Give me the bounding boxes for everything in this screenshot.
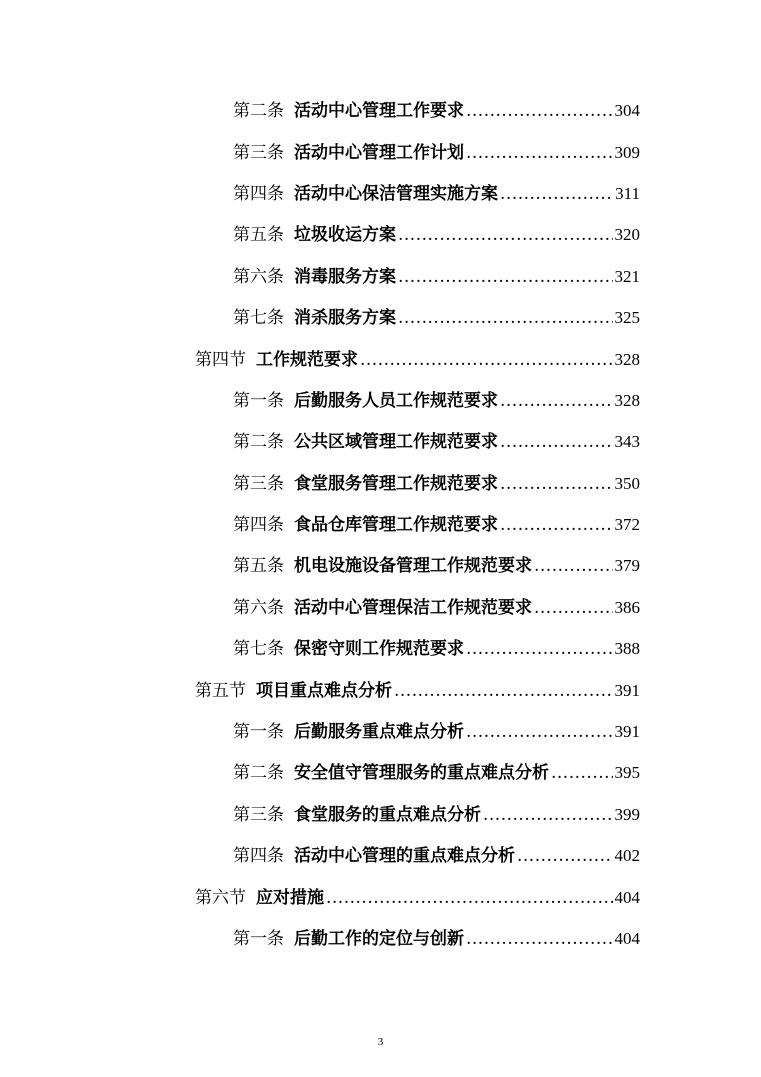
toc-dot-leader xyxy=(517,846,613,866)
toc-entry-title: 公共区域管理工作规范要求 xyxy=(294,432,498,453)
toc-entry-title: 后勤工作的定位与创新 xyxy=(294,929,464,949)
toc-entry-title: 机电设施设备管理工作规范要求 xyxy=(294,556,532,577)
toc-entry-page: 395 xyxy=(614,763,640,783)
toc-entry-number: 第五条 xyxy=(233,225,284,246)
toc-entry-number: 第一条 xyxy=(233,390,284,411)
toc-dot-leader xyxy=(534,556,613,576)
toc-entry-page: 388 xyxy=(614,639,640,659)
toc-dot-leader xyxy=(398,308,613,328)
toc-entry-page: 379 xyxy=(614,556,640,576)
toc-article-entry[interactable] xyxy=(0,916,761,957)
toc-entry-page: 328 xyxy=(614,390,640,410)
toc-entry-title: 工作规范要求 xyxy=(256,349,358,370)
toc-dot-leader xyxy=(500,184,613,204)
toc-entry-page: 399 xyxy=(614,804,640,824)
toc-dot-leader xyxy=(466,929,613,949)
toc-entry-title: 活动中心管理的重点难点分析 xyxy=(294,846,515,867)
toc-entry-number: 第六条 xyxy=(233,266,284,287)
toc-entry-page: 404 xyxy=(614,887,640,907)
toc-entry-number: 第四条 xyxy=(233,846,284,867)
toc-entry-number: 第六条 xyxy=(233,597,284,618)
toc-section-entry[interactable] xyxy=(0,667,761,708)
toc-article-entry[interactable] xyxy=(0,709,761,750)
toc-dot-leader xyxy=(500,391,613,411)
toc-article-entry[interactable] xyxy=(0,171,761,212)
toc-entry-title: 后勤服务人员工作规范要求 xyxy=(294,390,498,411)
toc-entry-number: 第三条 xyxy=(233,142,284,163)
toc-dot-leader xyxy=(551,763,613,783)
toc-dot-leader xyxy=(466,639,613,659)
toc-article-entry[interactable] xyxy=(0,461,761,502)
toc-section-entry[interactable] xyxy=(0,874,761,915)
toc-dot-leader xyxy=(360,350,613,370)
toc-dot-leader xyxy=(534,598,613,618)
toc-article-entry[interactable] xyxy=(0,833,761,874)
toc-article-entry[interactable] xyxy=(0,585,761,626)
toc-entry-page: 391 xyxy=(614,722,640,742)
toc-entry-title: 保密守则工作规范要求 xyxy=(294,639,464,660)
toc-entry-title: 应对措施 xyxy=(256,887,324,908)
toc-entry-number: 第五条 xyxy=(233,556,284,577)
toc-entry-page: 391 xyxy=(614,680,640,700)
page-number: 3 xyxy=(377,1036,384,1048)
toc-entry-number: 第三条 xyxy=(233,804,284,825)
toc-dot-leader xyxy=(500,474,613,494)
toc-article-entry[interactable] xyxy=(0,419,761,460)
toc-entry-title: 消毒服务方案 xyxy=(294,266,396,287)
toc-entry-number: 第四条 xyxy=(233,183,284,204)
toc-entry-page: 404 xyxy=(614,929,640,948)
toc-dot-leader xyxy=(500,515,613,535)
toc-article-entry[interactable] xyxy=(0,502,761,543)
toc-entry-page: 343 xyxy=(614,432,640,452)
toc-article-entry[interactable] xyxy=(0,626,761,667)
toc-entry-title: 食堂服务管理工作规范要求 xyxy=(294,473,498,494)
toc-dot-leader xyxy=(394,681,613,701)
toc-entry-title: 活动中心管理保洁工作规范要求 xyxy=(294,597,532,618)
toc-dot-leader xyxy=(500,432,613,452)
toc-entry-title: 食品仓库管理工作规范要求 xyxy=(294,515,498,536)
toc-entry-page: 309 xyxy=(614,142,640,162)
toc-article-entry[interactable] xyxy=(0,129,761,170)
toc-entry-page: 320 xyxy=(614,225,640,245)
toc-article-entry[interactable] xyxy=(0,212,761,253)
toc-entry-number: 第四条 xyxy=(233,515,284,536)
toc-dot-leader xyxy=(326,888,613,908)
toc-entry-page: 372 xyxy=(614,515,640,535)
toc-article-entry[interactable] xyxy=(0,254,761,295)
toc-entry-page: 325 xyxy=(614,308,640,328)
toc-entry-number: 第七条 xyxy=(233,308,284,329)
toc-entry-number: 第二条 xyxy=(233,763,284,784)
toc-entry-page: 304 xyxy=(614,101,640,121)
toc-entry-number: 第一条 xyxy=(233,722,284,743)
toc-entry-title: 项目重点难点分析 xyxy=(256,680,392,701)
toc-article-entry[interactable] xyxy=(0,88,761,129)
toc-entry-title: 后勤服务重点难点分析 xyxy=(294,722,464,743)
toc-entry-page: 350 xyxy=(614,473,640,493)
toc-entry-title: 活动中心保洁管理实施方案 xyxy=(294,183,498,204)
toc-entry-page: 311 xyxy=(615,183,640,203)
toc-entry-page: 321 xyxy=(614,266,640,286)
toc-entry-page: 386 xyxy=(614,597,640,617)
toc-entry-title: 活动中心管理工作计划 xyxy=(294,142,464,163)
table-of-contents xyxy=(0,88,761,957)
toc-dot-leader xyxy=(466,722,613,742)
toc-entry-number: 第五节 xyxy=(195,680,246,701)
toc-dot-leader xyxy=(466,101,613,121)
toc-entry-title: 安全值守管理服务的重点难点分析 xyxy=(294,763,549,784)
toc-entry-page: 402 xyxy=(614,846,640,866)
toc-entry-number: 第二条 xyxy=(233,101,284,122)
toc-article-entry[interactable] xyxy=(0,378,761,419)
toc-entry-title: 食堂服务的重点难点分析 xyxy=(294,804,481,825)
toc-entry-number: 第七条 xyxy=(233,639,284,660)
toc-dot-leader xyxy=(398,225,613,245)
toc-entry-title: 消杀服务方案 xyxy=(294,308,396,329)
toc-article-entry[interactable] xyxy=(0,543,761,584)
toc-entry-number: 第六节 xyxy=(195,887,246,908)
toc-section-entry[interactable] xyxy=(0,336,761,377)
toc-article-entry[interactable] xyxy=(0,792,761,833)
toc-dot-leader xyxy=(483,805,613,825)
toc-entry-title: 垃圾收运方案 xyxy=(294,225,396,246)
toc-entry-title: 活动中心管理工作要求 xyxy=(294,101,464,122)
toc-entry-page: 328 xyxy=(614,349,640,369)
toc-entry-number: 第二条 xyxy=(233,432,284,453)
toc-entry-number: 第四节 xyxy=(195,349,246,370)
toc-entry-number: 第一条 xyxy=(233,929,284,949)
toc-entry-number: 第三条 xyxy=(233,473,284,494)
toc-article-entry[interactable] xyxy=(0,295,761,336)
toc-dot-leader xyxy=(398,267,613,287)
toc-article-entry[interactable] xyxy=(0,750,761,791)
toc-dot-leader xyxy=(466,143,613,163)
